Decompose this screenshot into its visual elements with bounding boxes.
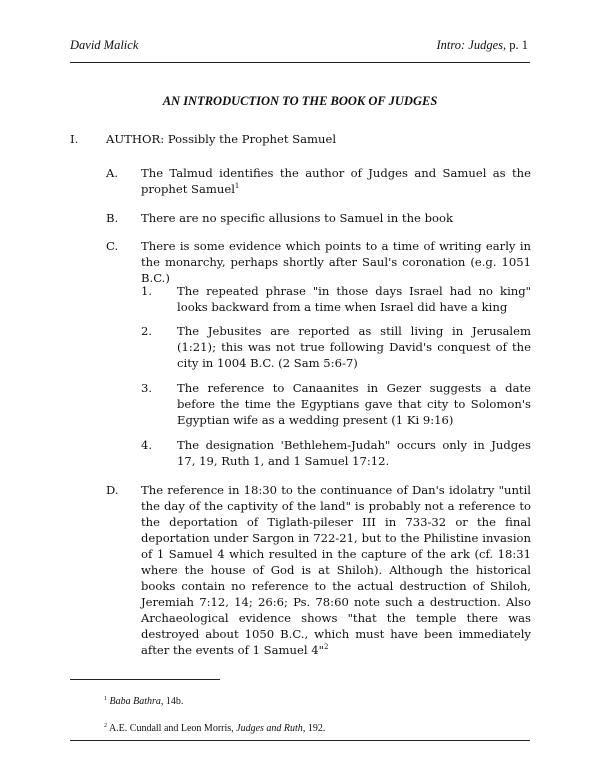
footnote-2 bbox=[104, 723, 325, 734]
header-rule bbox=[70, 62, 530, 63]
header-page-number: , p. 1 bbox=[503, 38, 528, 52]
subitem-label: 1. bbox=[141, 284, 153, 298]
header-section: Intro: Judges bbox=[436, 38, 503, 52]
subitem-label: 2. bbox=[141, 324, 153, 338]
item-a-text bbox=[141, 165, 531, 197]
page-title: AN INTRODUCTION TO THE BOOK OF JUDGES bbox=[162, 94, 438, 108]
footnote-1 bbox=[104, 696, 183, 707]
header-author: David Malick bbox=[70, 38, 139, 52]
subitem-text: The Jebusites are reported as still living in Jerusalem (1:21); this was not true following David's conquest of the city in 1004 B.C. (2 Sam 5:6-7) bbox=[177, 324, 531, 370]
footnote-rest: , 14b. bbox=[160, 696, 184, 707]
footnote-separator bbox=[70, 679, 220, 680]
subitem-label: 4. bbox=[141, 438, 153, 452]
footnote-number: 1 bbox=[104, 696, 107, 702]
footnote-title: Baba Bathra bbox=[109, 696, 161, 707]
footnote-number: 2 bbox=[104, 723, 107, 729]
item-c-label: C. bbox=[106, 239, 119, 253]
item-d-text bbox=[141, 482, 531, 658]
item-c-text: There is some evidence which points to a time of writing early in the monarchy, perhaps shortly after Saul's coronation (e.g. 1051 B.C.) bbox=[141, 239, 531, 285]
subitem-text: The designation 'Bethlehem-Judah" occurs only in Judges 17, 19, Ruth 1, and 1 Samuel 17:12. bbox=[177, 438, 531, 468]
item-b-text: There are no specific allusions to Samuel in the book bbox=[141, 211, 453, 225]
subitem-label: 3. bbox=[141, 381, 153, 395]
footnote-ref-1[interactable]: 1 bbox=[234, 182, 240, 190]
header-page-label bbox=[436, 38, 528, 53]
subitem-text: The repeated phrase "in those days Israel had no king" looks backward from a time when Israel did have a king bbox=[177, 284, 531, 314]
item-a-label: A. bbox=[106, 166, 119, 180]
section-heading: AUTHOR: Possibly the Prophet Samuel bbox=[106, 132, 337, 146]
item-b-label: B. bbox=[106, 211, 119, 225]
footnote-authors: A.E. Cundall and Leon Morris, bbox=[108, 723, 237, 734]
footer-rule bbox=[70, 740, 530, 741]
footnote-ref-2[interactable]: 2 bbox=[323, 643, 329, 651]
footnote-rest: , 192. bbox=[302, 723, 326, 734]
item-d-body: The reference in 18:30 to the continuance of Dan's idolatry "until the day of the captivity of the land" is probably not a reference to the deportation of Tiglath-pileser III in 733-32 or the final deportation under Sargon in 722-21, but to the Philistine invasion of 1 Samuel 4 which resulted in the capture of the ark (cf. 18:31 where the house of God is at Shiloh). Although the historical books contain no reference to the actual destruction of Shiloh, Jeremiah 7:12, 14; 26:6; Ps. 78:60 note such a destruction. Also Archaeological evidence shows "that the temple there was destroyed about 1050 B.C., which must have been immediately after the events of 1 Samuel 4" bbox=[141, 483, 531, 657]
footnote-title: Judges and Ruth bbox=[236, 723, 303, 734]
item-d-label: D. bbox=[106, 483, 119, 497]
item-a-body: The Talmud identifies the author of Judges and Samuel as the prophet Samuel bbox=[141, 166, 531, 196]
section-numeral: I. bbox=[70, 132, 79, 146]
subitem-text: The reference to Canaanites in Gezer suggests a date before the time the Egyptians gave that city to Solomon's Egyptian wife as a wedding present (1 Ki 9:16) bbox=[177, 381, 531, 427]
